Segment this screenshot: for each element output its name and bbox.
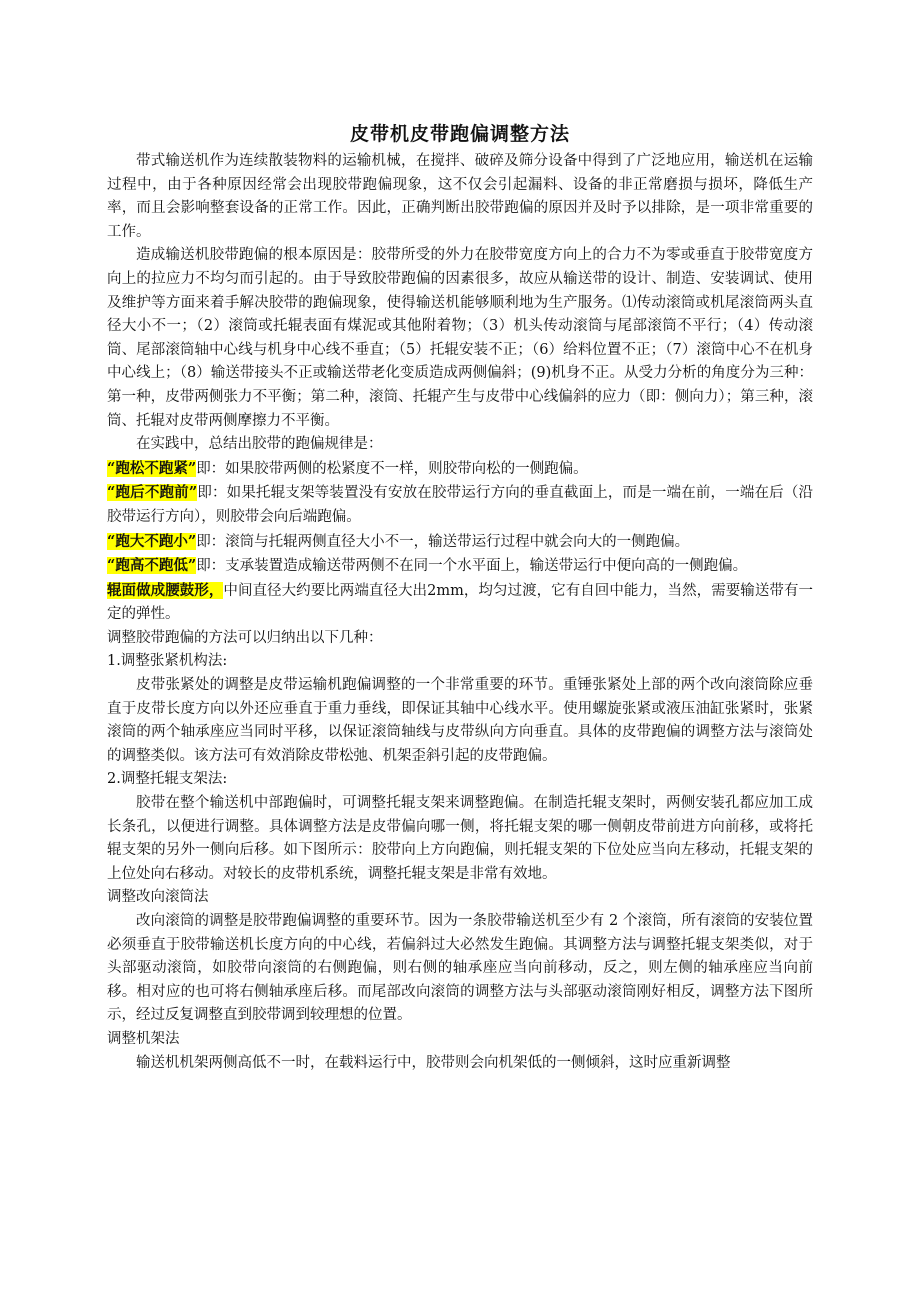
rule-text: 中间直径大约要比两端直径大出2mm，均匀过渡，它有自回中能力，当然，需要输送带有一定的弹性。 bbox=[107, 582, 813, 623]
rule-loose-tight bbox=[107, 457, 813, 482]
document-title: 皮带机皮带跑偏调整方法 bbox=[349, 123, 570, 145]
intro-paragraph: 带式输送机作为连续散装物料的运输机械，在搅拌、破碎及筛分设备中得到了广泛地应用，输送机在运输过程中，由于各种原因经常会出现胶带跑偏现象，这不仅会引起漏料、设备的非正常磨损与损坏，降低生产率，而且会影响整套设备的正常工作。因此，正确判断出胶带跑偏的原因并及时予以排除，是一项非常重要的工作。 bbox=[107, 153, 813, 240]
rule-text: 即：支承装置造成输送带两侧不在同一个水平面上，输送带运行中便向高的一侧跑偏。 bbox=[196, 558, 748, 575]
section-heading-frame: 调整机架法 bbox=[107, 1030, 180, 1047]
section-heading-bend-pulley: 调整改向滚筒法 bbox=[107, 889, 209, 906]
rule-key-highlight: “跑松不跑紧” bbox=[107, 459, 197, 477]
section-heading-tensioner: 1.调整张紧机构法: bbox=[107, 653, 228, 670]
rule-key-highlight: “跑高不跑低” bbox=[107, 557, 197, 575]
rule-drum-crown bbox=[107, 579, 813, 627]
rule-key-highlight: “跑后不跑前” bbox=[107, 484, 198, 502]
rule-key-highlight: “跑大不跑小” bbox=[107, 532, 197, 550]
rule-text: 即：如果胶带两侧的松紧度不一样，则胶带向松的一侧跑偏。 bbox=[196, 460, 588, 477]
causes-paragraph: 造成输送机胶带跑偏的根本原因是：胶带所受的外力在胶带宽度方向上的合力不为零或垂直于胶带宽度方向上的拉应力不均匀而引起的。由于导致胶带跑偏的因素很多，故应从输送带的设计、制造、安装调试、使用及维护等方面来着手解决胶带的跑偏现象，使得输送机能够顺利地为生产服务。⑴传动滚筒或机尾滚筒两头直径大小不一；（2）滚筒或托辊表面有煤泥或其他附着物；（3）机头传动滚筒与尾部滚筒不平行；（4）传动滚筒、尾部滚筒轴中心线与机身中心线不垂直；（5）托辊安装不正；（6）给料位置不正；（7）滚筒中心不在机身中心线上；（8）输送带接头不正或输送带老化变质造成两侧偏斜；(9)机身不正。从受力分析的角度分为三种：第一种，皮带两侧张力不平衡；第二种，滚筒、托辊产生与皮带中心线偏斜的应力（即：侧向力）；第三种，滚筒、托辊对皮带两侧摩擦力不平衡。 bbox=[107, 247, 813, 429]
rule-key-highlight: 辊面做成腰鼓形， bbox=[107, 581, 224, 599]
rule-text: 即：滚筒与托辊两侧直径大小不一，输送带运行过程中就会向大的一侧跑偏。 bbox=[196, 533, 690, 550]
rule-high-low bbox=[107, 554, 813, 579]
section-body-tensioner: 皮带张紧处的调整是皮带运输机跑偏调整的一个非常重要的环节。重锤张紧处上部的两个改向滚筒除应垂直于皮带长度方向以外还应垂直于重力垂线，即保证其轴中心线水平。使用螺旋张紧或液压油缸张紧时，张紧滚筒的两个轴承座应当同时平移，以保证滚筒轴线与皮带纵向方向垂直。具体的皮带跑偏的调整方法与滚筒处的调整类似。该方法可有效消除皮带松弛、机架歪斜引起的皮带跑偏。 bbox=[107, 677, 813, 764]
rule-back-front bbox=[107, 481, 813, 529]
rule-text: 即：如果托辊支架等装置没有安放在胶带运行方向的垂直截面上，而是一端在前，一端在后（沿胶带运行方向），则胶带会向后端跑偏。 bbox=[107, 485, 814, 525]
section-body-bend-pulley: 改向滚筒的调整是胶带跑偏调整的重要环节。因为一条胶带输送机至少有 2 个滚筒，所有滚筒的安装位置必须垂直于胶带输送机长度方向的中心线，若偏斜过大必然发生跑偏。其调整方法与调整托辊支架类似，对于头部驱动滚筒，如胶带向滚筒的右侧跑偏，则右侧的轴承座应当向前移动，反之，则左侧的轴承座应当向前移。相对应的也可将右侧轴承座后移。而尾部改向滚筒的调整方法与头部驱动滚筒刚好相反，调整方法下图所示，经过反复调整直到胶带调到较理想的位置。 bbox=[107, 913, 813, 1024]
section-body-idler: 胶带在整个输送机中部跑偏时，可调整托辊支架来调整跑偏。在制造托辊支架时，两侧安装孔都应加工成长条孔，以便进行调整。具体调整方法是皮带偏向哪一侧，将托辊支架的哪一侧朝皮带前进方向前移，或将托辊支架的另外一侧向后移。如下图所示：胶带向上方向跑偏，则托辊支架的下位处应当向左移动，托辊支架的上位处向右移动。对较长的皮带机系统，调整托辊支架是非常有效地。 bbox=[107, 795, 813, 882]
rule-big-small bbox=[107, 530, 813, 555]
practice-paragraph: 在实践中，总结出胶带的跑偏规律是： bbox=[136, 436, 383, 453]
section-heading-idler: 2.调整托辊支架法: bbox=[107, 771, 228, 788]
section-body-frame: 输送机机架两侧高低不一时，在载料运行中，胶带则会向机架低的一侧倾斜，这时应重新调整 bbox=[136, 1054, 731, 1071]
document-page bbox=[107, 120, 813, 1075]
methods-intro: 调整胶带跑偏的方法可以归纳出以下几种： bbox=[107, 629, 383, 646]
